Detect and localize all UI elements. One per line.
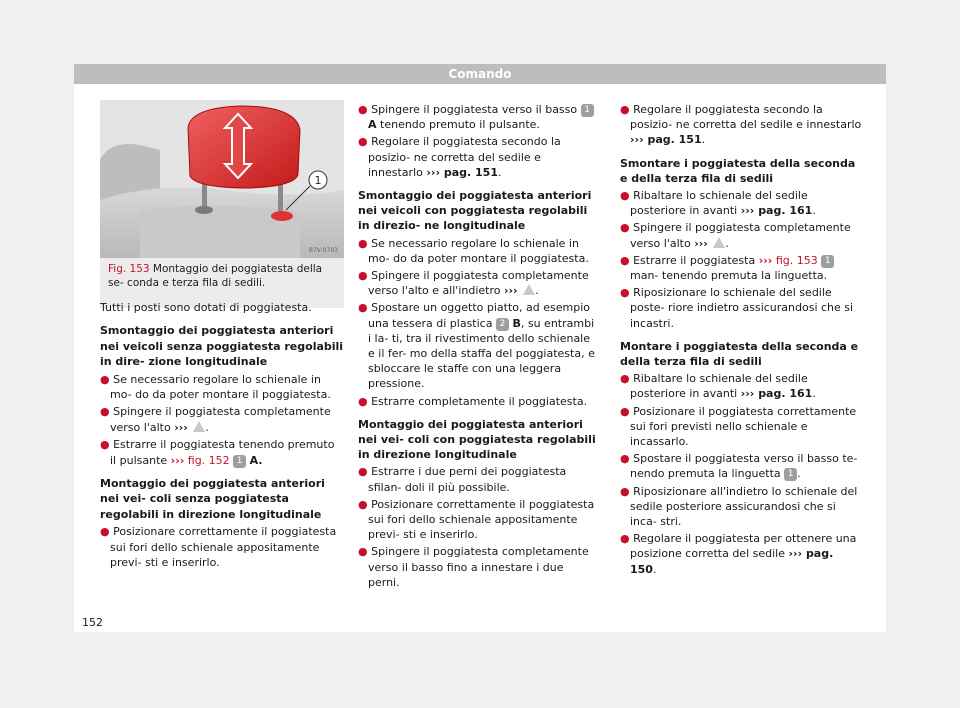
bullet-icon: ●	[358, 465, 368, 479]
list-item: ● Estrarre i due perni dei poggiatesta sfilan- doli il più possibile.	[358, 465, 567, 494]
bullet-icon: ●	[620, 484, 630, 498]
warning-icon	[713, 237, 725, 248]
arrow-icon: ›››	[694, 236, 708, 250]
number-badge: 1	[821, 255, 834, 268]
arrow-icon: ›››	[174, 420, 188, 434]
list-item: ● Regolare il poggiatesta secondo la posizio- ne corretta del sedile e innestarlo ››› pag. 151.	[620, 103, 862, 147]
list-item: ● Estrarre il poggiatesta ››› fig. 153 1 man- tenendo premuta la linguetta.	[620, 253, 862, 283]
list-item: ● Riposizionare lo schienale del sedile poste- riore indietro assicurandosi che si incastri.	[620, 286, 854, 330]
page-link[interactable]: ››› pag. 161	[740, 204, 813, 218]
page-link[interactable]: ››› pag. 161	[740, 387, 813, 401]
arrow-icon: ›››	[503, 284, 518, 298]
heading-montaggio-senza: Montaggio dei poggiatesta anteriori nei vei- coli senza poggiatesta regolabili in direzione longitudinale	[100, 477, 325, 521]
bullet-icon: ●	[358, 103, 368, 116]
list-item: ● Posizionare correttamente il poggiatesta sui fori dello schienale appositamente previ- sti e inserirlo.	[358, 497, 595, 542]
list-item: ● Spingere il poggiatesta completamente verso l'alto ››› .	[100, 405, 331, 434]
list-item: ● Se necessario regolare lo schienale in mo- do da poter montare il poggiatesta.	[358, 236, 589, 265]
warning-icon	[193, 421, 205, 432]
arrow-icon: ›››	[630, 133, 644, 147]
list-item: ● Spingere il poggiatesta completamente verso il basso fino a innestare i due perni.	[358, 545, 589, 589]
bullet-icon: ●	[620, 372, 630, 386]
list-item: ● Spostare un oggetto piatto, ad esempio una tessera di plastica 2 B, su entrambi i la- ti, tra il rivestimento dello schienale e il fer- mo della staffa del poggiatesta, e sbloccare le staffe con una leggera pressione.	[358, 301, 595, 391]
list-item: ● Spingere il poggiatesta completamente verso l'alto e all'indietro ››› .	[358, 269, 589, 298]
caption-text: Montaggio dei poggiatesta della se- conda e terza fila di sedili.	[108, 263, 323, 289]
bullet-icon: ●	[100, 525, 110, 539]
column-1	[100, 300, 344, 573]
list-item: ● Estrarre completamente il poggiatesta.	[358, 394, 588, 408]
list-item: ● Ribaltare lo schienale del sedile posteriore in avanti ››› pag. 161.	[620, 372, 816, 401]
list-item: ● Spingere il poggiatesta completamente verso l'alto ››› .	[620, 221, 851, 250]
heading-montaggio-con: Montaggio dei poggiatesta anteriori nei vei- coli con poggiatesta regolabili in direzione longitudinale	[358, 417, 596, 462]
fig-link[interactable]: ››› fig. 153	[758, 253, 818, 267]
page-link[interactable]: ››› pag. 150	[630, 547, 834, 576]
number-badge: 1	[233, 455, 246, 468]
list-item: ● Posizionare il poggiatesta correttamente sui fori previsti nello schienale e incassarlo.	[620, 404, 857, 449]
bullet-icon: ●	[620, 404, 630, 418]
manual-page	[74, 64, 886, 632]
arrow-icon: ›››	[426, 165, 440, 179]
heading-smontaggio-senza: Smontaggio dei poggiatesta anteriori nei veicoli senza poggiatesta regolabili in dire- zione longitudinale	[100, 324, 344, 369]
bullet-icon: ●	[358, 236, 368, 250]
list-item: ● Ribaltare lo schienale del sedile posteriore in avanti ››› pag. 161.	[620, 189, 816, 218]
page-link[interactable]: ››› pag. 151	[426, 165, 498, 179]
list-item: ● Posizionare correttamente il poggiatesta sui fori dello schienale appositamente previ- sti e inserirlo.	[100, 525, 337, 570]
bullet-icon: ●	[620, 221, 630, 235]
number-badge: 1	[784, 468, 797, 481]
bullet-icon: ●	[620, 253, 630, 267]
bullet-icon: ●	[620, 532, 630, 546]
bullet-icon: ●	[358, 269, 368, 283]
intro-text: Tutti i posti sono dotati di poggiatesta.	[100, 301, 312, 314]
column-2	[358, 102, 598, 592]
list-item: ● Estrarre il poggiatesta tenendo premuto il pulsante ››› fig. 152 1 A.	[100, 438, 335, 467]
arrow-icon: ›››	[758, 253, 773, 267]
list-item: ● Regolare il poggiatesta secondo la posizio- ne corretta del sedile e innestarlo ››› pag. 151.	[358, 135, 561, 179]
figure-code: B7V-0703	[308, 247, 338, 254]
page-link[interactable]: ››› pag. 151	[630, 133, 702, 147]
fig-link[interactable]: ››› fig. 152	[170, 453, 230, 467]
bullet-icon: ●	[100, 438, 110, 452]
bullet-icon: ●	[358, 497, 368, 511]
bullet-icon: ●	[620, 452, 630, 466]
arrow-icon: ›››	[740, 204, 755, 218]
bullet-icon: ●	[620, 103, 630, 116]
column-3	[620, 102, 862, 579]
arrow-icon: ›››	[788, 547, 803, 561]
arrow-icon: ›››	[740, 387, 755, 401]
headrest-illustration	[100, 100, 344, 258]
figure-153	[100, 100, 344, 258]
heading-smontare-seconda: Smontare i poggiatesta della seconda e della terza fila di sedili	[620, 156, 856, 185]
figure-callout: 1	[314, 174, 322, 187]
bullet-icon: ●	[358, 301, 368, 315]
page-number: 152	[82, 616, 103, 629]
list-item: ● Riposizionare all'indietro lo schienale del sedile posteriore assicurandosi che si inca- stri.	[620, 484, 858, 529]
number-badge: 1	[581, 104, 594, 117]
heading-smontaggio-con: Smontaggio dei poggiatesta anteriori nei veicoli con poggiatesta regolabili in direzio- ne longitudinale	[358, 189, 592, 233]
warning-icon	[523, 284, 535, 295]
bullet-icon: ●	[358, 394, 368, 408]
list-item: ● Spostare il poggiatesta verso il basso te- nendo premuta la linguetta 1 .	[620, 452, 858, 481]
list-item: ● Regolare il poggiatesta per ottenere una posizione corretta del sedile ››› pag. 150.	[620, 532, 857, 576]
list-item: ● Spingere il poggiatesta verso il basso 1 A tenendo premuto il pulsante.	[358, 102, 598, 132]
section-title: Comando	[448, 67, 512, 81]
caption-label: Fig. 153	[108, 263, 150, 275]
arrow-icon: ›››	[170, 453, 185, 467]
number-badge: 2	[496, 318, 509, 331]
heading-montare-seconda: Montare i poggiatesta della seconda e della terza fila di sedili	[620, 339, 859, 369]
bullet-icon: ●	[620, 189, 630, 203]
bullet-icon: ●	[358, 135, 368, 149]
bullet-icon: ●	[100, 372, 110, 386]
list-item: ● Se necessario regolare lo schienale in mo- do da poter montare il poggiatesta.	[100, 372, 331, 402]
bullet-icon: ●	[100, 405, 110, 419]
bullet-icon: ●	[620, 286, 630, 300]
bullet-icon: ●	[358, 545, 368, 559]
